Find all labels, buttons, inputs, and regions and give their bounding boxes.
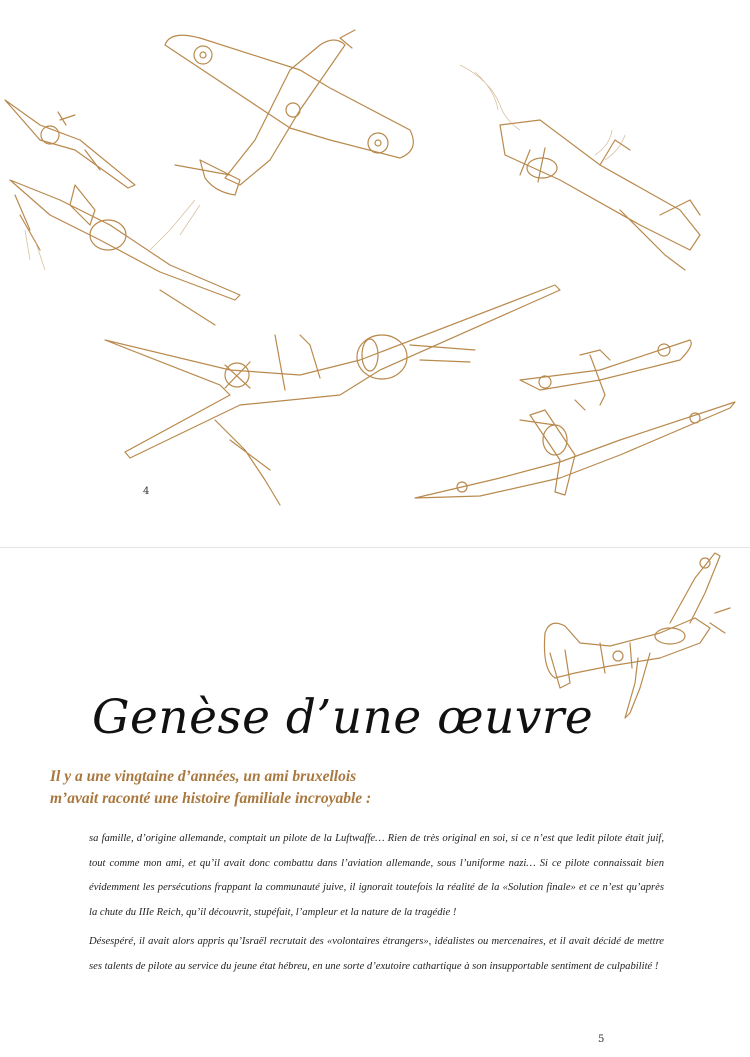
lead-line-2: m’avait raconté une histoire familiale incroyable : <box>50 790 372 807</box>
sketch-plane-top-right-burning <box>460 65 700 270</box>
page-number-right: 5 <box>598 1034 605 1045</box>
article-lead <box>50 766 650 810</box>
body-paragraph-2: Désespéré, il avait alors appris qu’Israël recrutait des «volontaires étrangers», idéalistes ou mercenaires, et il avait décidé de mettre ses talents de pilote au service du jeune état hébreu, en une sorte d’exutoire cathartique à son insupportable sentiment de culpabilité ! <box>89 936 664 972</box>
article-title: Genèse d’une œuvre <box>92 690 594 745</box>
page-right <box>0 548 750 1057</box>
body-paragraph-1: sa famille, d’origine allemande, comptait un pilote de la Luftwaffe… Rien de très original en soi, si ce n’est que ledit pilote était juif, tout comme mon ami, et qu’il avait donc combattu dans l’aviation allemande, sous l’uniforme nazi… Si ce pilote connaissait bien évidemment les persécutions frappant la communauté juive, il ignorait toutefois la réalité de la «Solution finale» et ce n’est qu’après la chute du IIIe Reich, qu’il découvrit, stupéfait, l’ampleur et la nature de la tragédie ! <box>89 833 664 918</box>
sketch-plane-center-headon <box>105 285 560 505</box>
sketch-plane-left-diving <box>10 180 240 325</box>
page-number-left: 4 <box>143 486 150 497</box>
lead-line-1: Il y a une vingtaine d’années, un ami bruxellois <box>50 768 357 785</box>
sketch-plane-top-left <box>5 100 135 188</box>
sketch-plane-top-center <box>150 30 413 250</box>
sketch-plane-right-center <box>520 340 691 405</box>
sketch-plane-bottom-right <box>415 400 735 498</box>
